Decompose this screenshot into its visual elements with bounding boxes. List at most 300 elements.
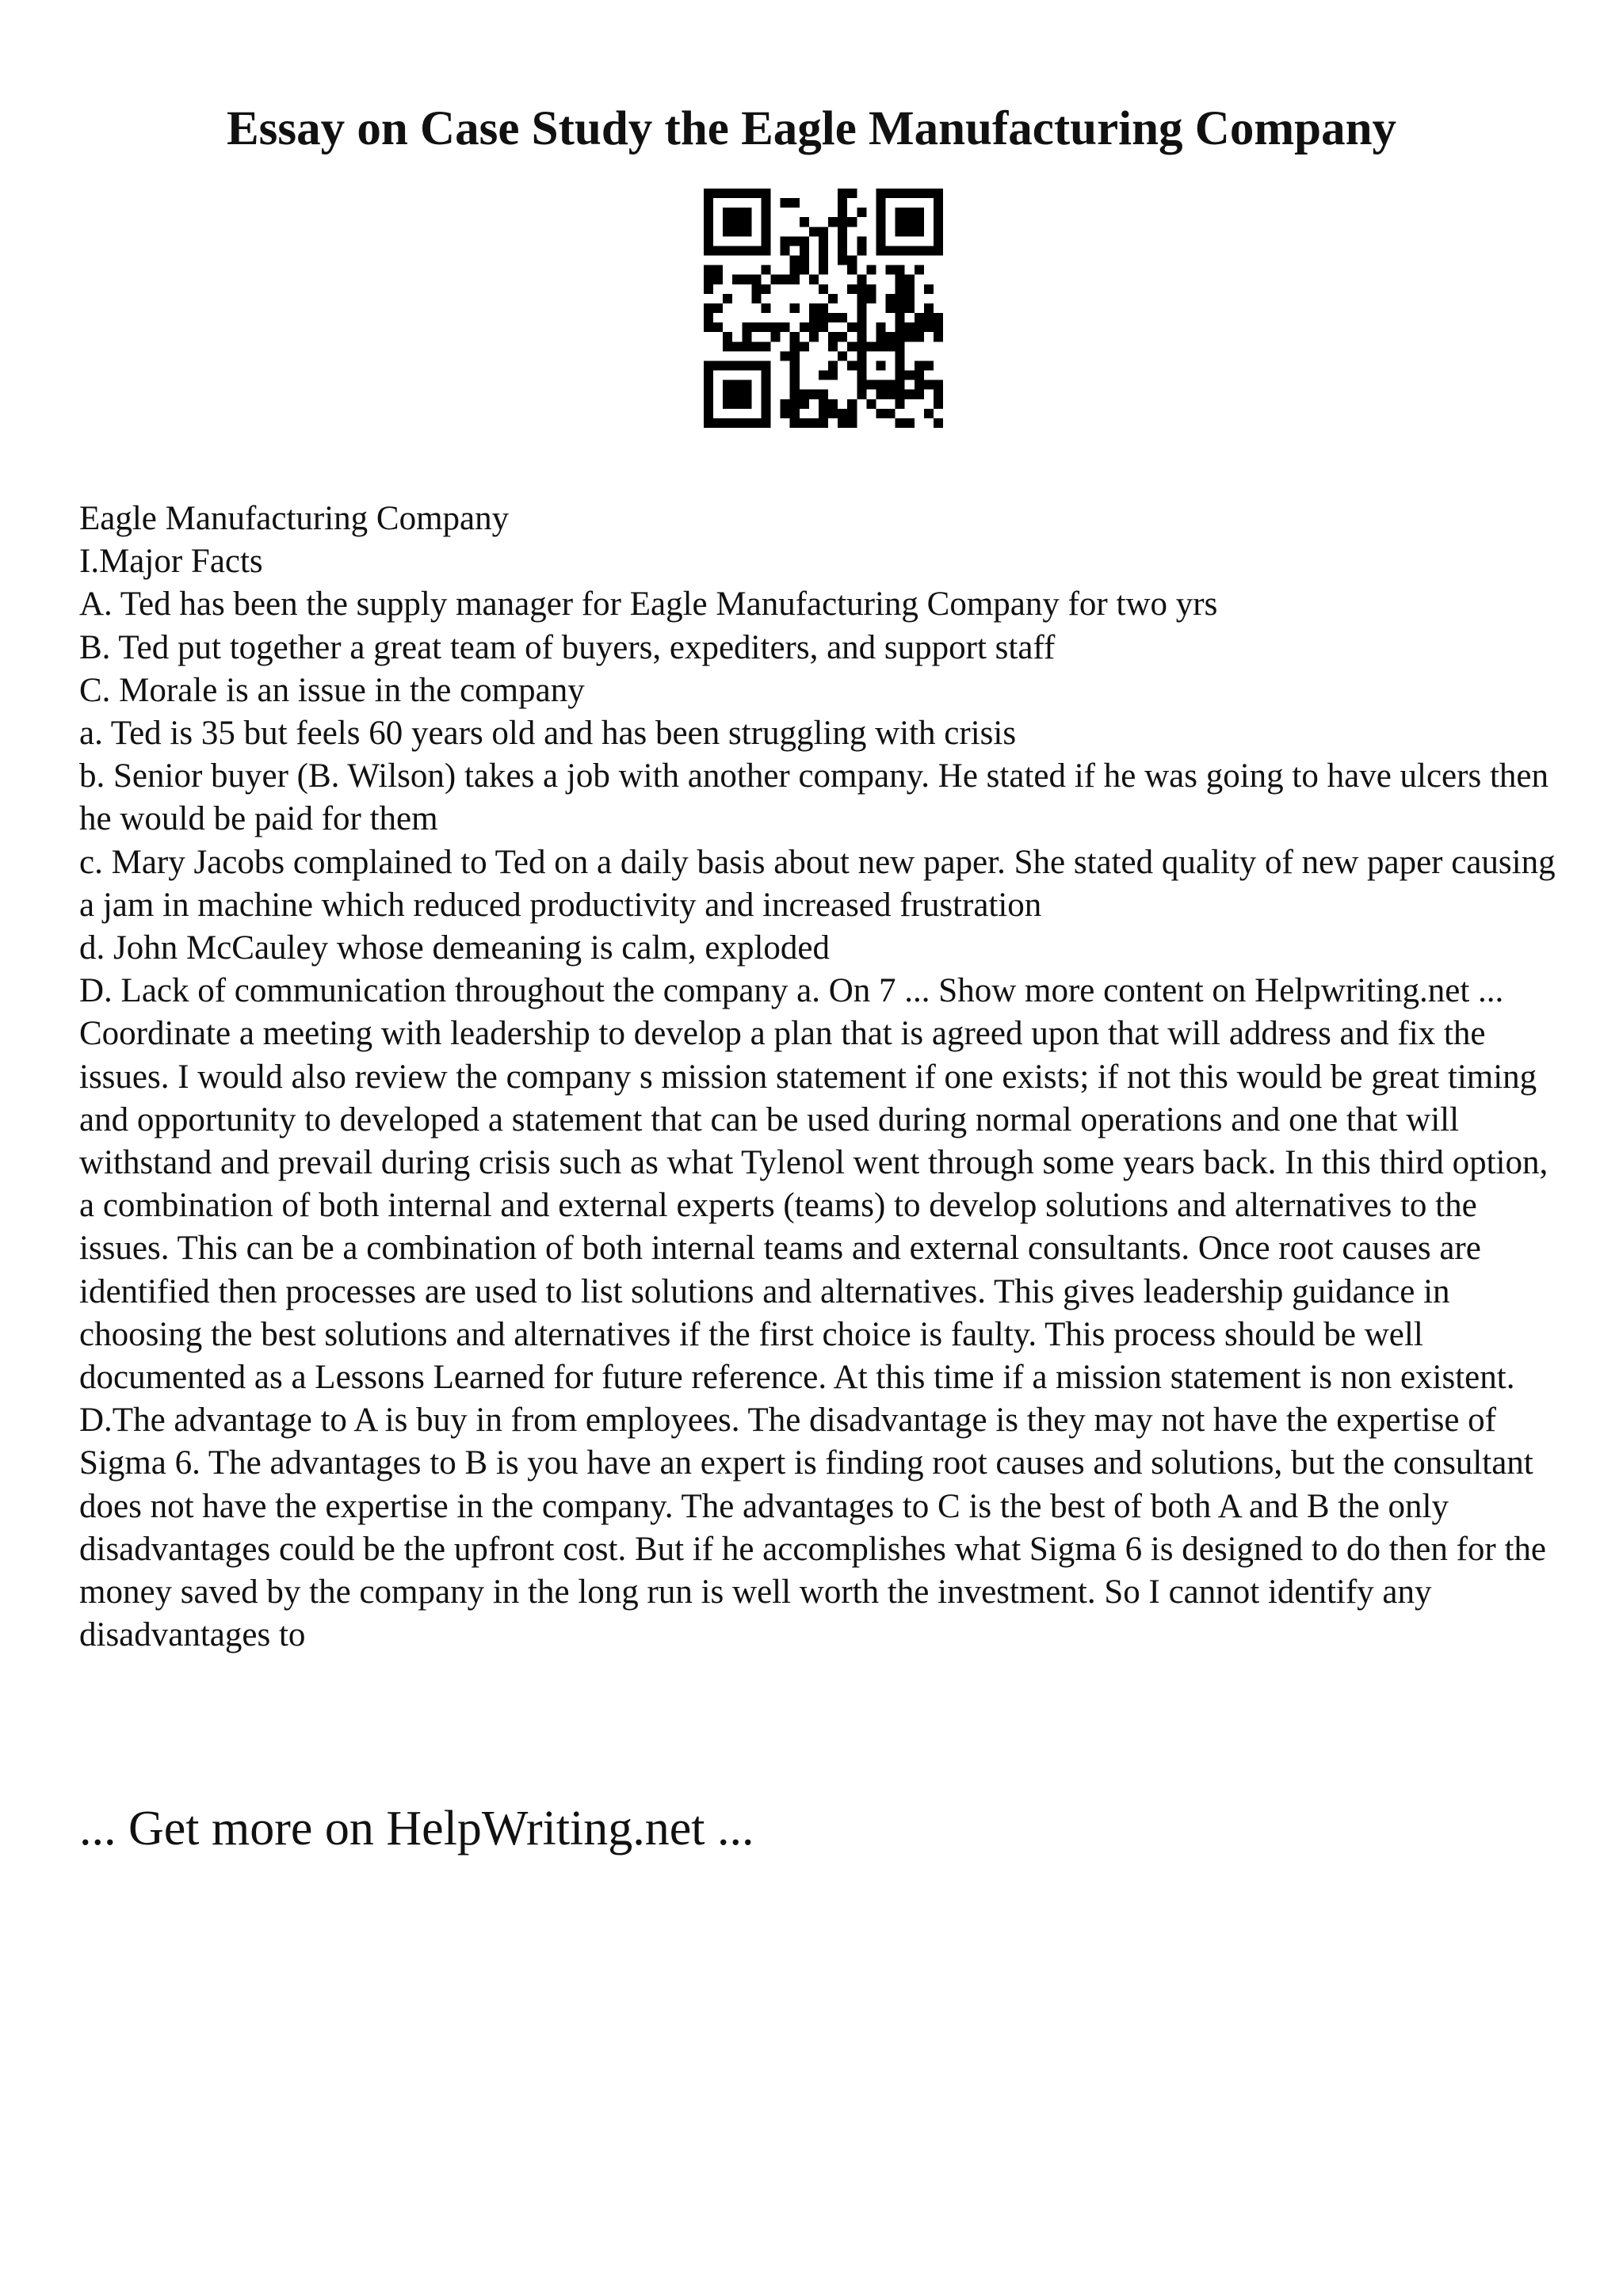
qr-module: [781, 198, 790, 208]
qr-module: [819, 227, 828, 236]
qr-module: [723, 341, 732, 351]
qr-module: [828, 217, 838, 227]
qr-module: [876, 246, 885, 255]
qr-module: [704, 399, 713, 409]
qr-module: [896, 418, 905, 428]
qr-module: [723, 390, 732, 399]
qr-module: [896, 303, 905, 313]
qr-module: [781, 246, 790, 255]
qr-module: [847, 284, 857, 294]
qr-module: [828, 341, 838, 351]
qr-module: [819, 265, 828, 275]
qr-module: [742, 217, 751, 227]
qr-module: [847, 265, 857, 275]
qr-module: [790, 409, 800, 418]
qr-module: [828, 409, 838, 418]
qr-module: [934, 399, 943, 409]
qr-module: [915, 380, 924, 390]
qr-module: [896, 380, 905, 390]
qr-module: [809, 313, 819, 322]
qr-module: [732, 217, 742, 227]
qr-module: [886, 189, 896, 198]
qr-module: [800, 236, 809, 246]
fact-item: B. Ted put together a great team of buyers, expediters, and support staff: [79, 628, 1056, 666]
qr-module: [742, 341, 751, 351]
qr-module: [896, 360, 905, 370]
qr-module: [761, 371, 770, 380]
qr-module: [876, 390, 885, 399]
qr-module: [704, 208, 713, 217]
qr-module: [886, 380, 896, 390]
qr-module: [847, 189, 857, 198]
qr-module: [761, 390, 770, 399]
qr-module: [819, 399, 828, 409]
qr-module: [781, 275, 790, 284]
qr-module: [751, 418, 761, 428]
qr-module: [876, 322, 885, 332]
qr-module: [886, 265, 896, 275]
qr-module: [704, 313, 713, 322]
qr-module: [704, 227, 713, 236]
qr-module: [704, 189, 713, 198]
qr-module: [857, 341, 866, 351]
qr-module: [915, 246, 924, 255]
qr-module: [905, 371, 915, 380]
qr-module: [838, 418, 847, 428]
qr-module: [732, 246, 742, 255]
qr-module: [857, 390, 866, 399]
qr-module: [915, 265, 924, 275]
qr-module: [857, 360, 866, 370]
qr-module: [934, 227, 943, 236]
qr-module: [905, 246, 915, 255]
qr-module: [924, 409, 934, 418]
qr-module: [790, 303, 800, 313]
qr-module: [819, 313, 828, 322]
qr-code-icon: [704, 189, 943, 428]
qr-module: [819, 390, 828, 399]
qr-module: [800, 341, 809, 351]
qr-module: [896, 189, 905, 198]
qr-module: [876, 360, 885, 370]
qr-module: [761, 208, 770, 217]
qr-module: [915, 313, 924, 322]
qr-module: [742, 418, 751, 428]
qr-module: [876, 227, 885, 236]
qr-module: [790, 198, 800, 208]
qr-module: [704, 217, 713, 227]
qr-module: [876, 189, 885, 198]
qr-module: [723, 399, 732, 409]
qr-module: [761, 217, 770, 227]
qr-module: [905, 284, 915, 294]
qr-module: [742, 246, 751, 255]
qr-module: [713, 189, 723, 198]
qr-module: [751, 322, 761, 332]
qr-module: [896, 246, 905, 255]
qr-module: [704, 275, 713, 284]
qr-module: [819, 246, 828, 255]
qr-module: [790, 390, 800, 399]
qr-module: [790, 332, 800, 341]
qr-module: [905, 390, 915, 399]
qr-module: [809, 303, 819, 313]
qr-module: [732, 208, 742, 217]
qr-module: [915, 322, 924, 332]
qr-module: [934, 198, 943, 208]
qr-module: [761, 189, 770, 198]
qr-module: [915, 332, 924, 341]
qr-module: [838, 227, 847, 236]
qr-module: [704, 409, 713, 418]
qr-module: [723, 332, 732, 341]
qr-module: [809, 227, 819, 236]
qr-module: [732, 380, 742, 390]
qr-module: [704, 303, 713, 313]
qr-module: [781, 409, 790, 418]
qr-module: [838, 246, 847, 255]
qr-module: [915, 390, 924, 399]
qr-module: [781, 322, 790, 332]
qr-module: [742, 322, 751, 332]
qr-module: [866, 284, 876, 294]
qr-module: [723, 294, 732, 303]
qr-module: [809, 332, 819, 341]
qr-module: [876, 341, 885, 351]
qr-module: [704, 236, 713, 246]
qr-module: [723, 227, 732, 236]
qr-module: [905, 217, 915, 227]
qr-module: [828, 399, 838, 409]
qr-module: [800, 322, 809, 332]
qr-module: [790, 380, 800, 390]
qr-module: [915, 360, 924, 370]
qr-module: [934, 208, 943, 217]
qr-module: [800, 217, 809, 227]
qr-module: [905, 322, 915, 332]
sub-fact-item: b. Senior buyer (B. Wilson) takes a job with another company. He stated if he was going to have ulcers then he would be paid for them: [79, 757, 1549, 838]
qr-module: [915, 217, 924, 227]
qr-module: [896, 341, 905, 351]
qr-module: [905, 275, 915, 284]
qr-module: [847, 341, 857, 351]
qr-module: [761, 380, 770, 390]
qr-module: [857, 284, 866, 294]
qr-module: [704, 371, 713, 380]
qr-module: [857, 380, 866, 390]
qr-module: [924, 246, 934, 255]
qr-module: [742, 275, 751, 284]
qr-module: [905, 303, 915, 313]
qr-module: [790, 275, 800, 284]
qr-module: [886, 246, 896, 255]
qr-module: [742, 380, 751, 390]
qr-module: [723, 246, 732, 255]
qr-module: [704, 246, 713, 255]
qr-module: [751, 360, 761, 370]
qr-module: [847, 418, 857, 428]
qr-module: [751, 189, 761, 198]
qr-module: [866, 380, 876, 390]
qr-module: [800, 256, 809, 265]
qr-module: [896, 332, 905, 341]
qr-module: [905, 332, 915, 341]
qr-module: [934, 189, 943, 198]
qr-module: [751, 341, 761, 351]
qr-module: [866, 265, 876, 275]
qr-module: [876, 332, 885, 341]
qr-module: [847, 360, 857, 370]
qr-module: [742, 390, 751, 399]
qr-module: [896, 265, 905, 275]
qr-module: [857, 322, 866, 332]
qr-module: [838, 208, 847, 217]
qr-module: [732, 227, 742, 236]
qr-module: [934, 390, 943, 399]
qr-module: [886, 303, 896, 313]
qr-module: [866, 341, 876, 351]
qr-module: [742, 208, 751, 217]
qr-module: [924, 189, 934, 198]
sub-fact-item: d. John McCauley whose demeaning is calm, exploded: [79, 929, 830, 967]
qr-module: [924, 380, 934, 390]
qr-module: [819, 322, 828, 332]
qr-module: [761, 409, 770, 418]
qr-module: [819, 303, 828, 313]
qr-module: [704, 265, 713, 275]
qr-module: [886, 341, 896, 351]
qr-module: [896, 227, 905, 236]
qr-module: [838, 236, 847, 246]
qr-module: [761, 418, 770, 428]
qr-module: [924, 313, 934, 322]
qr-module: [857, 275, 866, 284]
qr-module: [934, 313, 943, 322]
qr-module: [866, 294, 876, 303]
qr-module: [751, 246, 761, 255]
qr-module: [761, 284, 770, 294]
qr-module: [905, 294, 915, 303]
qr-module: [886, 332, 896, 341]
qr-module: [732, 399, 742, 409]
qr-module: [819, 409, 828, 418]
body-paragraph: Coordinate a meeting with leadership to develop a plan that is agreed upon that will address and fix the issues. I would also review the company s mission statement if one exists; if not this would be great timing and opportunity to developed a statement that can be used during normal operations and one that will withstand and prevail during crisis such as what Tylenol went through some years back. In this third option, a combination of both internal and external experts (teams) to develop solutions and alternatives to the issues. This can be a combination of both internal teams and external consultants. Once root causes are identified then processes are used to list solutions and alternatives. This gives leadership guidance in choosing the best solutions and alternatives if the first choice is faulty. This process should be well documented as a Lessons Learned for future reference. At this time if a mission statement is non existent.: [79, 1015, 1549, 1397]
qr-module: [876, 409, 885, 418]
qr-module: [886, 390, 896, 399]
qr-module: [790, 371, 800, 380]
qr-module: [761, 341, 770, 351]
qr-module: [934, 380, 943, 390]
qr-module: [742, 360, 751, 370]
fact-item: A. Ted has been the supply manager for Eagle Manufacturing Company for two yrs: [79, 585, 1218, 624]
qr-module: [800, 246, 809, 255]
qr-module: [809, 322, 819, 332]
qr-module: [896, 390, 905, 399]
qr-module: [876, 198, 885, 208]
qr-module: [704, 322, 713, 332]
qr-module: [732, 189, 742, 198]
doc-heading: Eagle Manufacturing Company: [79, 500, 510, 537]
qr-module: [896, 208, 905, 217]
qr-module: [924, 322, 934, 332]
qr-module: [790, 256, 800, 265]
qr-module: [751, 275, 761, 284]
qr-module: [790, 360, 800, 370]
qr-module: [847, 399, 857, 409]
qr-module: [732, 418, 742, 428]
qr-module: [828, 294, 838, 303]
qr-module: [876, 380, 885, 390]
qr-module: [742, 332, 751, 341]
qr-module: [876, 236, 885, 246]
qr-module: [713, 418, 723, 428]
qr-module: [723, 189, 732, 198]
qr-module: [886, 294, 896, 303]
qr-module: [723, 360, 732, 370]
qr-module: [771, 275, 781, 284]
qr-module: [761, 360, 770, 370]
qr-module: [723, 208, 732, 217]
qr-module: [713, 246, 723, 255]
qr-module: [771, 332, 781, 341]
qr-module: [723, 418, 732, 428]
qr-module: [857, 294, 866, 303]
qr-module: [704, 390, 713, 399]
qr-module: [800, 265, 809, 275]
qr-module: [915, 227, 924, 236]
sub-fact-item: c. Mary Jacobs complained to Ted on a daily basis about new paper. She stated quality of new paper causing a jam in machine which reduced productivity and increased frustration: [79, 843, 1556, 924]
qr-module: [732, 360, 742, 370]
qr-module: [742, 227, 751, 236]
qr-module: [732, 390, 742, 399]
qr-module: [790, 351, 800, 360]
qr-module: [924, 303, 934, 313]
qr-module: [905, 418, 915, 428]
qr-module: [896, 275, 905, 284]
qr-module: [876, 208, 885, 217]
qr-module: [896, 322, 905, 332]
qr-module: [790, 418, 800, 428]
qr-module: [713, 303, 723, 313]
qr-module: [896, 313, 905, 322]
qr-module: [896, 351, 905, 360]
sub-fact-item: a. Ted is 35 but feels 60 years old and has been struggling with crisis: [79, 715, 1017, 753]
qr-module: [847, 256, 857, 265]
qr-module: [790, 265, 800, 275]
get-more-link[interactable]: ... Get more on HelpWriting.net ...: [79, 1802, 754, 1855]
qr-module: [857, 208, 866, 217]
qr-module: [704, 418, 713, 428]
qr-module: [790, 399, 800, 409]
qr-module: [838, 351, 847, 360]
qr-module: [713, 360, 723, 370]
qr-module: [857, 351, 866, 360]
qr-module: [847, 217, 857, 227]
qr-module: [828, 360, 838, 370]
qr-module: [761, 265, 770, 275]
qr-module: [723, 380, 732, 390]
qr-module: [896, 294, 905, 303]
qr-module: [751, 284, 761, 294]
qr-module: [809, 390, 819, 399]
qr-module: [896, 371, 905, 380]
qr-module: [828, 332, 838, 341]
qr-module: [819, 418, 828, 428]
qr-module: [934, 236, 943, 246]
qr-module: [896, 284, 905, 294]
qr-module: [847, 322, 857, 332]
essay-body: [79, 498, 1569, 1657]
qr-module: [847, 409, 857, 418]
qr-module: [761, 198, 770, 208]
qr-module: [857, 332, 866, 341]
qr-module: [857, 371, 866, 380]
qr-module: [838, 189, 847, 198]
qr-module: [761, 399, 770, 409]
qr-module: [886, 409, 896, 418]
qr-module: [934, 246, 943, 255]
qr-module: [915, 189, 924, 198]
qr-module: [761, 227, 770, 236]
qr-module: [924, 360, 934, 370]
qr-module: [838, 198, 847, 208]
qr-module: [713, 275, 723, 284]
qr-module: [934, 322, 943, 332]
qr-module: [857, 246, 866, 255]
qr-module: [781, 351, 790, 360]
qr-module: [819, 284, 828, 294]
qr-module: [704, 284, 713, 294]
qr-module: [924, 284, 934, 294]
qr-module: [809, 418, 819, 428]
qr-module: [934, 418, 943, 428]
qr-module: [876, 217, 885, 227]
qr-module: [905, 208, 915, 217]
document-title: Essay on Case Study the Eagle Manufacturing Company: [226, 102, 1397, 155]
qr-module: [838, 409, 847, 418]
qr-module: [819, 256, 828, 265]
qr-module: [713, 322, 723, 332]
qr-module: [800, 418, 809, 428]
qr-module: [934, 332, 943, 341]
qr-module: [896, 217, 905, 227]
qr-module: [761, 236, 770, 246]
qr-module: [713, 265, 723, 275]
body-paragraph: D.The advantage to A is buy in from employees. The disadvantage is they may not have the expertise of Sigma 6. The advantages to B is you have an expert is finding root causes and solutions, but the consultant does not have the expertise in the company. The advantages to C is the best of both A and B the only disadvantages could be the upfront cost. But if he accomplishes what Sigma 6 is designed to do then for the money saved by the company in the long run is well worth the investment. So I cannot identify any disadvantages to: [79, 1402, 1546, 1654]
qr-module: [800, 399, 809, 409]
qr-module: [704, 198, 713, 208]
qr-module: [819, 371, 828, 380]
qr-module: [838, 313, 847, 322]
qr-module: [751, 294, 761, 303]
qr-module: [790, 341, 800, 351]
qr-module: [857, 303, 866, 313]
qr-module: [732, 341, 742, 351]
qr-module: [732, 275, 742, 284]
qr-module: [915, 208, 924, 217]
qr-module: [704, 380, 713, 390]
qr-module: [742, 399, 751, 409]
qr-module: [828, 313, 838, 322]
qr-module: [905, 189, 915, 198]
qr-module: [771, 322, 781, 332]
qr-module: [742, 189, 751, 198]
qr-module: [828, 371, 838, 380]
qr-module: [809, 275, 819, 284]
qr-module: [896, 399, 905, 409]
qr-module: [905, 227, 915, 236]
qr-module: [866, 399, 876, 409]
